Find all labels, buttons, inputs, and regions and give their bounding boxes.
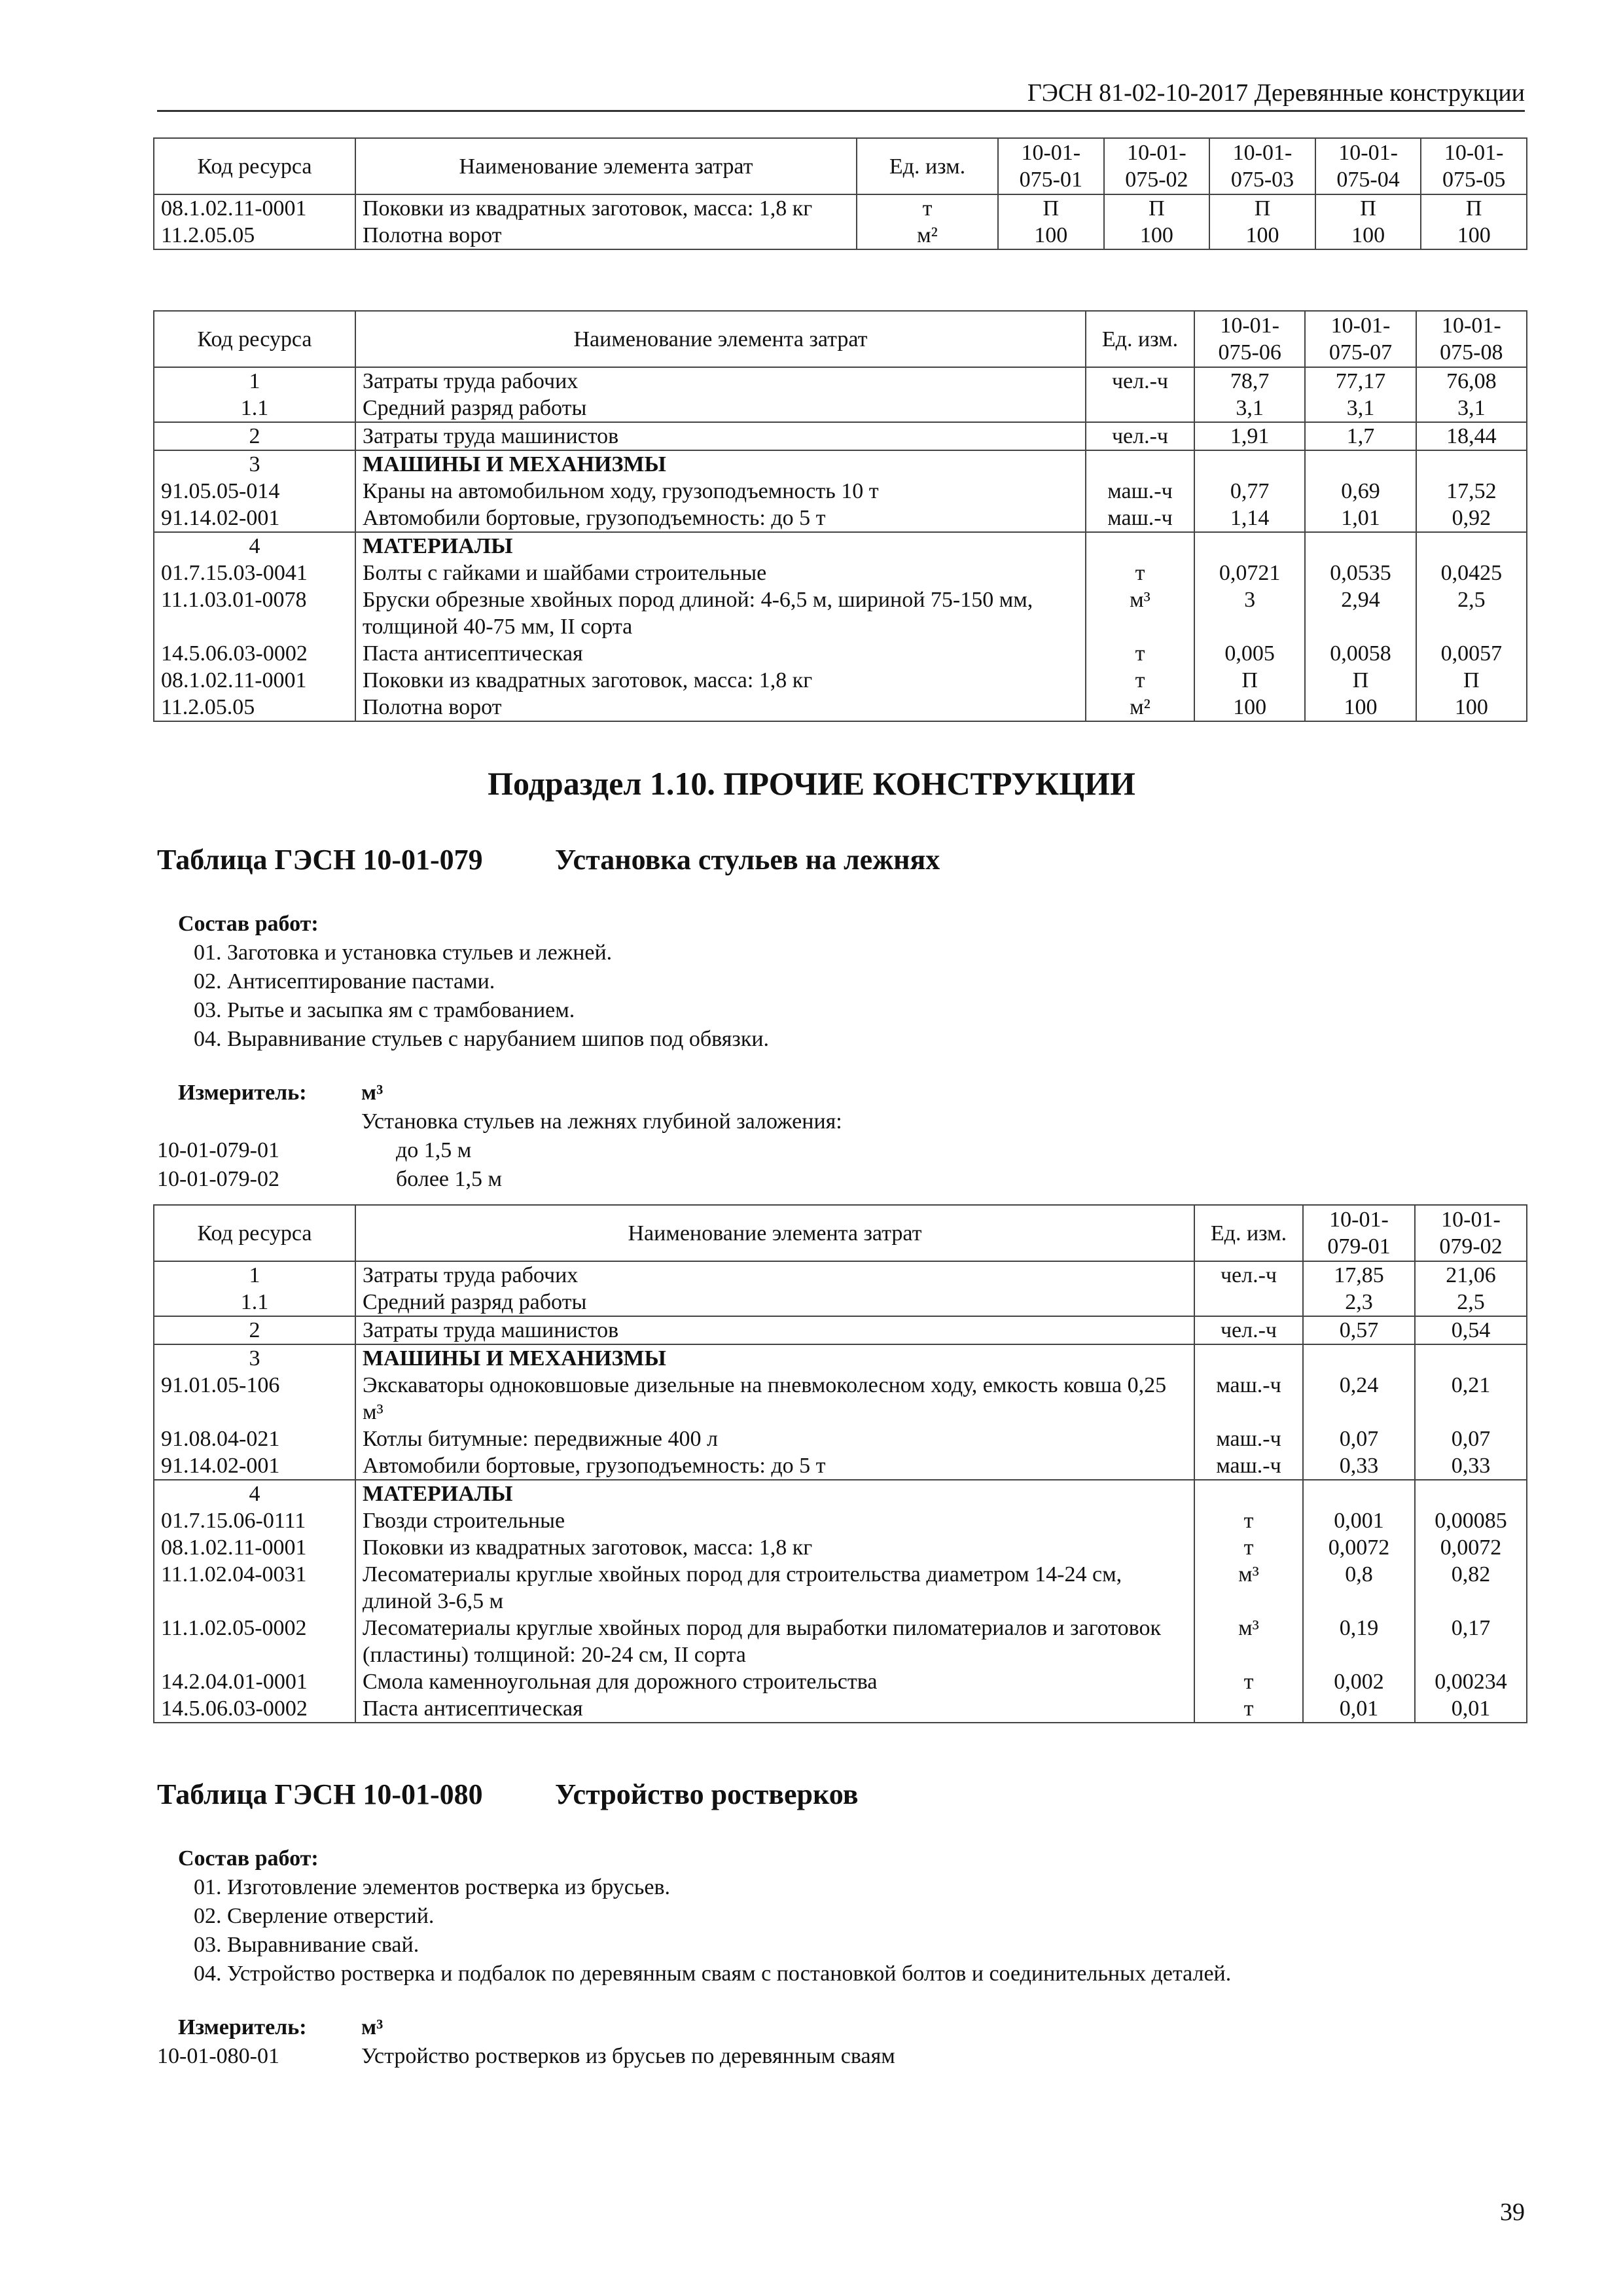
norm-value: 0,0058: [1305, 640, 1416, 667]
norm-value: 0,001: [1303, 1507, 1415, 1534]
resource-code: 4: [154, 532, 355, 560]
resource-code: 91.08.04-021: [154, 1426, 355, 1452]
norm-value: [1416, 532, 1527, 560]
norm-value: 21,06: [1415, 1261, 1527, 1289]
column-header: Ед. изм.: [1194, 1205, 1303, 1261]
norm-value: П: [1209, 194, 1315, 222]
work-item: 01. Изготовление элементов ростверка из брусьев.: [194, 1875, 671, 1899]
unit-of-measure: чел.-ч: [1086, 422, 1194, 450]
unit-of-measure: м³: [1086, 586, 1194, 640]
norm-value: 78,7: [1194, 367, 1305, 395]
resource-code: 1.1: [154, 395, 355, 422]
cost-element-name: Средний разряд работы: [355, 1289, 1194, 1316]
resource-code: 08.1.02.11-0001: [154, 194, 355, 222]
resource-table-075-01-05: [153, 137, 1527, 250]
table-header: [154, 138, 1527, 194]
norm-value: 0,07: [1303, 1426, 1415, 1452]
table-row: [154, 1668, 1527, 1695]
unit-of-measure: т: [1194, 1507, 1303, 1534]
norm-value: 1,91: [1194, 422, 1305, 450]
unit-of-measure: маш.-ч: [1086, 505, 1194, 532]
cost-element-name: Гвозди строительные: [355, 1507, 1194, 1534]
table-row: [154, 667, 1527, 694]
norm-value: 0,002: [1303, 1668, 1415, 1695]
work-item: 02. Сверление отверстий.: [194, 1904, 435, 1928]
works-block-079: [157, 910, 1531, 1054]
table-row: [154, 1261, 1527, 1289]
norm-value: 1,01: [1305, 505, 1416, 532]
resource-code: 1.1: [154, 1289, 355, 1316]
norm-intro: Установка стульев на лежнях глубиной заложения:: [361, 1109, 842, 1134]
resource-code: 91.14.02-001: [154, 505, 355, 532]
norm-value: 0,69: [1305, 478, 1416, 505]
table-header: [154, 1205, 1527, 1261]
norm-value: 76,08: [1416, 367, 1527, 395]
resource-code: 3: [154, 450, 355, 478]
norm-value: 0,0072: [1303, 1534, 1415, 1561]
norm-value: П: [1194, 667, 1305, 694]
cost-element-name: Автомобили бортовые, грузоподъемность: до 5 т: [355, 505, 1086, 532]
table-body: [154, 194, 1527, 249]
resource-code: 01.7.15.06-0111: [154, 1507, 355, 1534]
unit-of-measure: маш.-ч: [1194, 1426, 1303, 1452]
norm-value: 100: [1209, 222, 1315, 249]
resource-table-075-06-08: [153, 310, 1527, 722]
resource-code: 01.7.15.03-0041: [154, 560, 355, 586]
resource-code: 4: [154, 1480, 355, 1507]
resource-code: 11.2.05.05: [154, 694, 355, 721]
table-row: [154, 532, 1527, 560]
table-header: [154, 311, 1527, 367]
cost-element-name: МАШИНЫ И МЕХАНИЗМЫ: [355, 450, 1086, 478]
norm-intro-row: [157, 1107, 1531, 1136]
unit-of-measure: [1086, 532, 1194, 560]
unit-of-measure: [1086, 395, 1194, 422]
unit-of-measure: [1086, 450, 1194, 478]
resource-code: 14.5.06.03-0002: [154, 1695, 355, 1723]
column-header: 10-01-075-04: [1315, 138, 1421, 194]
norm-value: 2,94: [1305, 586, 1416, 640]
norm-value: 100: [1315, 222, 1421, 249]
norm-value: 3,1: [1194, 395, 1305, 422]
table-row: [154, 194, 1527, 222]
norm-code: 10-01-080-01: [157, 2044, 279, 2068]
norm-description: до 1,5 м: [396, 1138, 472, 1162]
norm-value: П: [1305, 667, 1416, 694]
work-item: 03. Рытье и засыпка ям с трамбованием.: [194, 998, 575, 1022]
unit-of-measure: чел.-ч: [1086, 367, 1194, 395]
works-label: Состав работ:: [178, 1846, 319, 1871]
norm-value: [1305, 532, 1416, 560]
cost-element-name: Лесоматериалы круглые хвойных пород для строительства диаметром 14-24 см, длиной 3-6,5 м: [355, 1561, 1194, 1615]
norm-value: П: [998, 194, 1104, 222]
table-row: [154, 367, 1527, 395]
cost-element-name: Паста антисептическая: [355, 640, 1086, 667]
resource-code: 91.05.05-014: [154, 478, 355, 505]
cost-element-name: Средний разряд работы: [355, 395, 1086, 422]
norm-description: Устройство ростверков из брусьев по деревянным сваям: [361, 2044, 895, 2068]
cost-element-name: Автомобили бортовые, грузоподъемность: до 5 т: [355, 1452, 1194, 1480]
column-header: 10-01-075-08: [1416, 311, 1527, 367]
norm-value: [1416, 450, 1527, 478]
norm-value: 0,92: [1416, 505, 1527, 532]
table-row: [154, 1534, 1527, 1561]
resource-code: 08.1.02.11-0001: [154, 667, 355, 694]
norm-value: 0,0535: [1305, 560, 1416, 586]
resource-code: 91.01.05-106: [154, 1372, 355, 1426]
norm-value: 100: [1416, 694, 1527, 721]
unit-of-measure: т: [1194, 1668, 1303, 1695]
norm-value: 100: [998, 222, 1104, 249]
column-header: 10-01-079-02: [1415, 1205, 1527, 1261]
norm-value: 3: [1194, 586, 1305, 640]
table-row: [154, 1344, 1527, 1372]
works-label: Состав работ:: [178, 912, 319, 936]
norm-value: 77,17: [1305, 367, 1416, 395]
unit-of-measure: м³: [1194, 1615, 1303, 1668]
column-header: Наименование элемента затрат: [355, 1205, 1194, 1261]
cost-element-name: Краны на автомобильном ходу, грузоподъемность 10 т: [355, 478, 1086, 505]
cost-element-name: Паста антисептическая: [355, 1695, 1194, 1723]
unit-of-measure: маш.-ч: [1194, 1372, 1303, 1426]
norm-value: П: [1416, 667, 1527, 694]
unit-of-measure: [1194, 1480, 1303, 1507]
unit-of-measure: м²: [857, 222, 998, 249]
table-name: Установка стульев на лежнях: [555, 844, 940, 876]
table-row: [154, 586, 1527, 640]
unit-of-measure: т: [1086, 667, 1194, 694]
cost-element-name: Смола каменноугольная для дорожного строительства: [355, 1668, 1194, 1695]
table-row: [154, 1452, 1527, 1480]
unit-of-measure: маш.-ч: [1194, 1452, 1303, 1480]
resource-code: 08.1.02.11-0001: [154, 1534, 355, 1561]
norm-value: 0,01: [1415, 1695, 1527, 1723]
norm-description: более 1,5 м: [396, 1167, 503, 1191]
norm-value: 0,005: [1194, 640, 1305, 667]
norm-value: 0,17: [1415, 1615, 1527, 1668]
table-body: [154, 1261, 1527, 1723]
column-header: Код ресурса: [154, 1205, 355, 1261]
norm-value: 0,00234: [1415, 1668, 1527, 1695]
norm-value: 3,1: [1416, 395, 1527, 422]
unit-of-measure: чел.-ч: [1194, 1261, 1303, 1289]
cost-element-name: Бруски обрезные хвойных пород длиной: 4-6,5 м, шириной 75-150 мм, толщиной 40-75 мм, II сорта: [355, 586, 1086, 640]
table-row: [154, 478, 1527, 505]
norm-row: [157, 1165, 1531, 1194]
column-header: Наименование элемента затрат: [355, 138, 857, 194]
norm-value: П: [1104, 194, 1210, 222]
norm-value: 0,82: [1415, 1561, 1527, 1615]
resource-code: 1: [154, 1261, 355, 1289]
resource-code: 91.14.02-001: [154, 1452, 355, 1480]
table-row: [154, 505, 1527, 532]
column-header: Ед. изм.: [1086, 311, 1194, 367]
unit-of-measure: т: [1086, 560, 1194, 586]
norm-value: 0,0721: [1194, 560, 1305, 586]
norm-value: 0,0057: [1416, 640, 1527, 667]
table-row: [154, 1372, 1527, 1426]
norm-value: 0,21: [1415, 1372, 1527, 1426]
cost-element-name: Экскаваторы одноковшовые дизельные на пневмоколесном ходу, емкость ковша 0,25 м³: [355, 1372, 1194, 1426]
norm-row: [157, 1136, 1531, 1165]
meter-block-080: [157, 2013, 1531, 2071]
table-body: [154, 367, 1527, 721]
resource-code: 11.1.02.05-0002: [154, 1615, 355, 1668]
table-name: Устройство ростверков: [555, 1778, 859, 1810]
resource-code: 11.1.02.04-0031: [154, 1561, 355, 1615]
norm-value: [1415, 1344, 1527, 1372]
table-row: [154, 1695, 1527, 1723]
norm-value: 0,07: [1415, 1426, 1527, 1452]
table-row: [154, 1507, 1527, 1534]
cost-element-name: Поковки из квадратных заготовок, масса: 1,8 кг: [355, 667, 1086, 694]
running-header: [157, 72, 1525, 112]
table-code: Таблица ГЭСН 10-01-080: [157, 1778, 483, 1810]
table-row: [154, 395, 1527, 422]
norm-value: 0,00085: [1415, 1507, 1527, 1534]
norm-value: [1194, 450, 1305, 478]
column-header: 10-01-075-01: [998, 138, 1104, 194]
column-header: 10-01-075-06: [1194, 311, 1305, 367]
norm-value: 0,33: [1303, 1452, 1415, 1480]
table-code: Таблица ГЭСН 10-01-079: [157, 844, 483, 876]
norm-value: 0,77: [1194, 478, 1305, 505]
norm-value: [1194, 532, 1305, 560]
unit-of-measure: м²: [1086, 694, 1194, 721]
column-header: 10-01-079-01: [1303, 1205, 1415, 1261]
meter-label: Измеритель:: [178, 1081, 307, 1105]
norm-value: 2,5: [1415, 1289, 1527, 1316]
unit-of-measure: т: [1194, 1534, 1303, 1561]
cost-element-name: Котлы битумные: передвижные 400 л: [355, 1426, 1194, 1452]
norm-value: 18,44: [1416, 422, 1527, 450]
norm-value: 17,52: [1416, 478, 1527, 505]
unit-of-measure: [1194, 1344, 1303, 1372]
norm-value: 0,19: [1303, 1615, 1415, 1668]
unit-of-measure: т: [1194, 1695, 1303, 1723]
table-title-079: [157, 843, 940, 876]
meter-row: [157, 2013, 1531, 2042]
norm-value: [1415, 1480, 1527, 1507]
cost-element-name: Затраты труда машинистов: [355, 422, 1086, 450]
norm-value: [1305, 450, 1416, 478]
resource-code: 11.2.05.05: [154, 222, 355, 249]
table-row: [154, 1316, 1527, 1344]
table-row: [154, 694, 1527, 721]
cost-element-name: Поковки из квадратных заготовок, масса: 1,8 кг: [355, 1534, 1194, 1561]
norm-value: 100: [1194, 694, 1305, 721]
norm-value: 0,57: [1303, 1316, 1415, 1344]
resource-code: 1: [154, 367, 355, 395]
cost-element-name: МАШИНЫ И МЕХАНИЗМЫ: [355, 1344, 1194, 1372]
table-row: [154, 1480, 1527, 1507]
norm-value: П: [1315, 194, 1421, 222]
norm-value: 17,85: [1303, 1261, 1415, 1289]
works-block-080: [157, 1844, 1531, 1988]
unit-of-measure: т: [857, 194, 998, 222]
norm-value: П: [1421, 194, 1527, 222]
resource-code: 2: [154, 422, 355, 450]
column-header: Код ресурса: [154, 138, 355, 194]
norm-value: [1303, 1344, 1415, 1372]
work-item: 04. Выравнивание стульев с нарубанием шипов под обвязки.: [194, 1027, 770, 1051]
norm-value: 100: [1421, 222, 1527, 249]
table-row: [154, 1561, 1527, 1615]
unit-of-measure: маш.-ч: [1086, 478, 1194, 505]
norm-value: 3,1: [1305, 395, 1416, 422]
unit-of-measure: м³: [1194, 1561, 1303, 1615]
norm-value: 1,14: [1194, 505, 1305, 532]
table-row: [154, 560, 1527, 586]
table-row: [154, 1426, 1527, 1452]
meter-unit: м³: [361, 1081, 383, 1105]
resource-code: 14.5.06.03-0002: [154, 640, 355, 667]
cost-element-name: Затраты труда машинистов: [355, 1316, 1194, 1344]
resource-code: 14.2.04.01-0001: [154, 1668, 355, 1695]
column-header: 10-01-075-05: [1421, 138, 1527, 194]
work-item: 04. Устройство ростверка и подбалок по деревянным сваям с постановкой болтов и соединительных деталей.: [194, 1962, 1232, 1986]
cost-element-name: Затраты труда рабочих: [355, 367, 1086, 395]
column-header: 10-01-075-02: [1104, 138, 1210, 194]
norm-code: 10-01-079-01: [157, 1138, 279, 1162]
cost-element-name: Поковки из квадратных заготовок, масса: 1,8 кг: [355, 194, 857, 222]
column-header: Наименование элемента затрат: [355, 311, 1086, 367]
table-title-080: [157, 1778, 858, 1811]
norm-code: 10-01-079-02: [157, 1167, 279, 1191]
work-item: 02. Антисептирование пастами.: [194, 969, 495, 994]
column-header: 10-01-075-07: [1305, 311, 1416, 367]
meter-label: Измеритель:: [178, 2015, 307, 2039]
table-row: [154, 222, 1527, 249]
norm-value: [1303, 1480, 1415, 1507]
norm-value: 100: [1305, 694, 1416, 721]
table-row: [154, 422, 1527, 450]
resource-code: 11.1.03.01-0078: [154, 586, 355, 640]
cost-element-name: Полотна ворот: [355, 694, 1086, 721]
norm-value: 2,5: [1416, 586, 1527, 640]
table-row: [154, 640, 1527, 667]
resource-table-079: [153, 1204, 1527, 1723]
column-header: Ед. изм.: [857, 138, 998, 194]
page-number: 39: [1500, 2198, 1525, 2226]
cost-element-name: Лесоматериалы круглые хвойных пород для выработки пиломатериалов и заготовок (пластины) толщиной: 20-24 см, II сорта: [355, 1615, 1194, 1668]
column-header: Код ресурса: [154, 311, 355, 367]
cost-element-name: МАТЕРИАЛЫ: [355, 1480, 1194, 1507]
unit-of-measure: чел.-ч: [1194, 1316, 1303, 1344]
meter-row: [157, 1079, 1531, 1107]
document-title: ГЭСН 81-02-10-2017 Деревянные конструкции: [1027, 79, 1525, 107]
unit-of-measure: [1194, 1289, 1303, 1316]
norm-value: 0,33: [1415, 1452, 1527, 1480]
norm-value: 2,3: [1303, 1289, 1415, 1316]
subsection-title: Подраздел 1.10. ПРОЧИЕ КОНСТРУКЦИИ: [488, 765, 1135, 802]
norm-value: 0,24: [1303, 1372, 1415, 1426]
meter-block-079: [157, 1079, 1531, 1194]
norm-value: 100: [1104, 222, 1210, 249]
table-row: [154, 1289, 1527, 1316]
work-item: 01. Заготовка и установка стульев и лежней.: [194, 941, 613, 965]
resource-code: 2: [154, 1316, 355, 1344]
cost-element-name: Болты с гайками и шайбами строительные: [355, 560, 1086, 586]
norm-row: [157, 2042, 1531, 2071]
norm-value: 0,54: [1415, 1316, 1527, 1344]
norm-value: 0,01: [1303, 1695, 1415, 1723]
norm-value: 1,7: [1305, 422, 1416, 450]
cost-element-name: Затраты труда рабочих: [355, 1261, 1194, 1289]
cost-element-name: МАТЕРИАЛЫ: [355, 532, 1086, 560]
resource-code: 3: [154, 1344, 355, 1372]
table-row: [154, 1615, 1527, 1668]
unit-of-measure: т: [1086, 640, 1194, 667]
norm-value: 0,0072: [1415, 1534, 1527, 1561]
meter-unit: м³: [361, 2015, 383, 2039]
norm-value: 0,8: [1303, 1561, 1415, 1615]
column-header: 10-01-075-03: [1209, 138, 1315, 194]
work-item: 03. Выравнивание свай.: [194, 1933, 419, 1957]
norm-value: 0,0425: [1416, 560, 1527, 586]
table-row: [154, 450, 1527, 478]
cost-element-name: Полотна ворот: [355, 222, 857, 249]
